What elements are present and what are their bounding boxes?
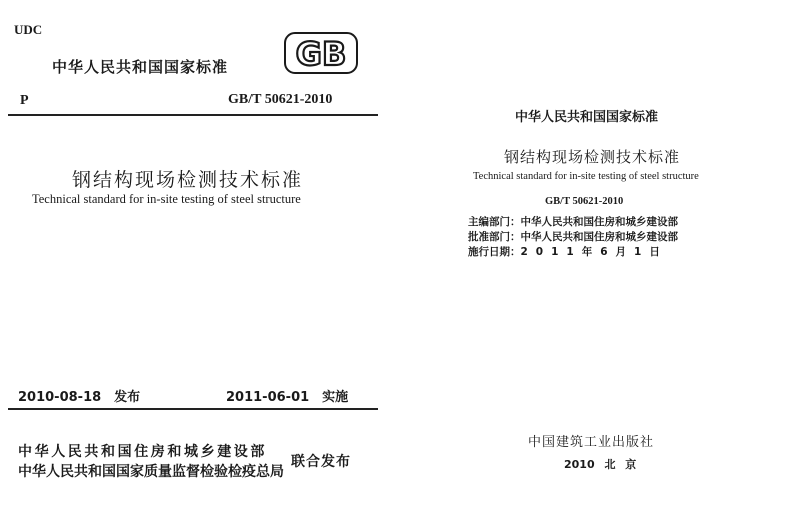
bottom-divider	[8, 408, 378, 410]
udc-label: UDC	[14, 22, 43, 37]
joint-release-label: 联合发布	[291, 454, 351, 470]
title-english: Technical standard for in-site testing of steel structure	[473, 171, 699, 182]
implementation-date-label: 施行日期：	[468, 246, 521, 258]
approval-department-value: 中华人民共和国住房和城乡建设部	[520, 231, 678, 243]
publisher-line-2: 中华人民共和国国家质量监督检验检疫总局	[18, 464, 284, 480]
category-code: P	[20, 93, 29, 108]
press-name: 中国建筑工业出版社	[528, 435, 655, 450]
gb-logo-text: GB	[295, 35, 347, 73]
place-year: 2010 北 京	[564, 458, 637, 471]
approval-department-label: 批准部门：	[468, 231, 521, 243]
title-chinese: 钢结构现场检测技术标准	[72, 169, 304, 191]
title-page	[418, 0, 793, 518]
national-standard-heading: 中华人民共和国国家标准	[52, 58, 229, 76]
gb-logo	[283, 30, 359, 76]
implementation-date-value: 2011年6月1日	[520, 246, 668, 258]
title-chinese: 钢结构现场检测技术标准	[504, 148, 681, 166]
publisher-line-1: 中华人民共和国住房和城乡建设部	[18, 444, 267, 460]
top-divider	[8, 114, 378, 116]
title-english: Technical standard for in-site testing of steel structure	[32, 192, 301, 206]
standard-number: GB/T 50621-2010	[545, 196, 624, 207]
national-standard-heading: 中华人民共和国国家标准	[515, 110, 659, 125]
chief-department-value: 中华人民共和国住房和城乡建设部	[520, 216, 678, 228]
chief-department-label: 主编部门：	[468, 216, 521, 228]
approval-department-row	[468, 229, 678, 244]
implementation-date-row	[468, 244, 668, 259]
chief-department-row	[468, 214, 678, 229]
issue-date: 2010-08-18 发布	[18, 390, 141, 405]
cover-page	[0, 0, 378, 518]
implementation-date: 2011-06-01 实施	[226, 390, 349, 405]
standard-number: GB/T 50621-2010	[228, 92, 333, 107]
